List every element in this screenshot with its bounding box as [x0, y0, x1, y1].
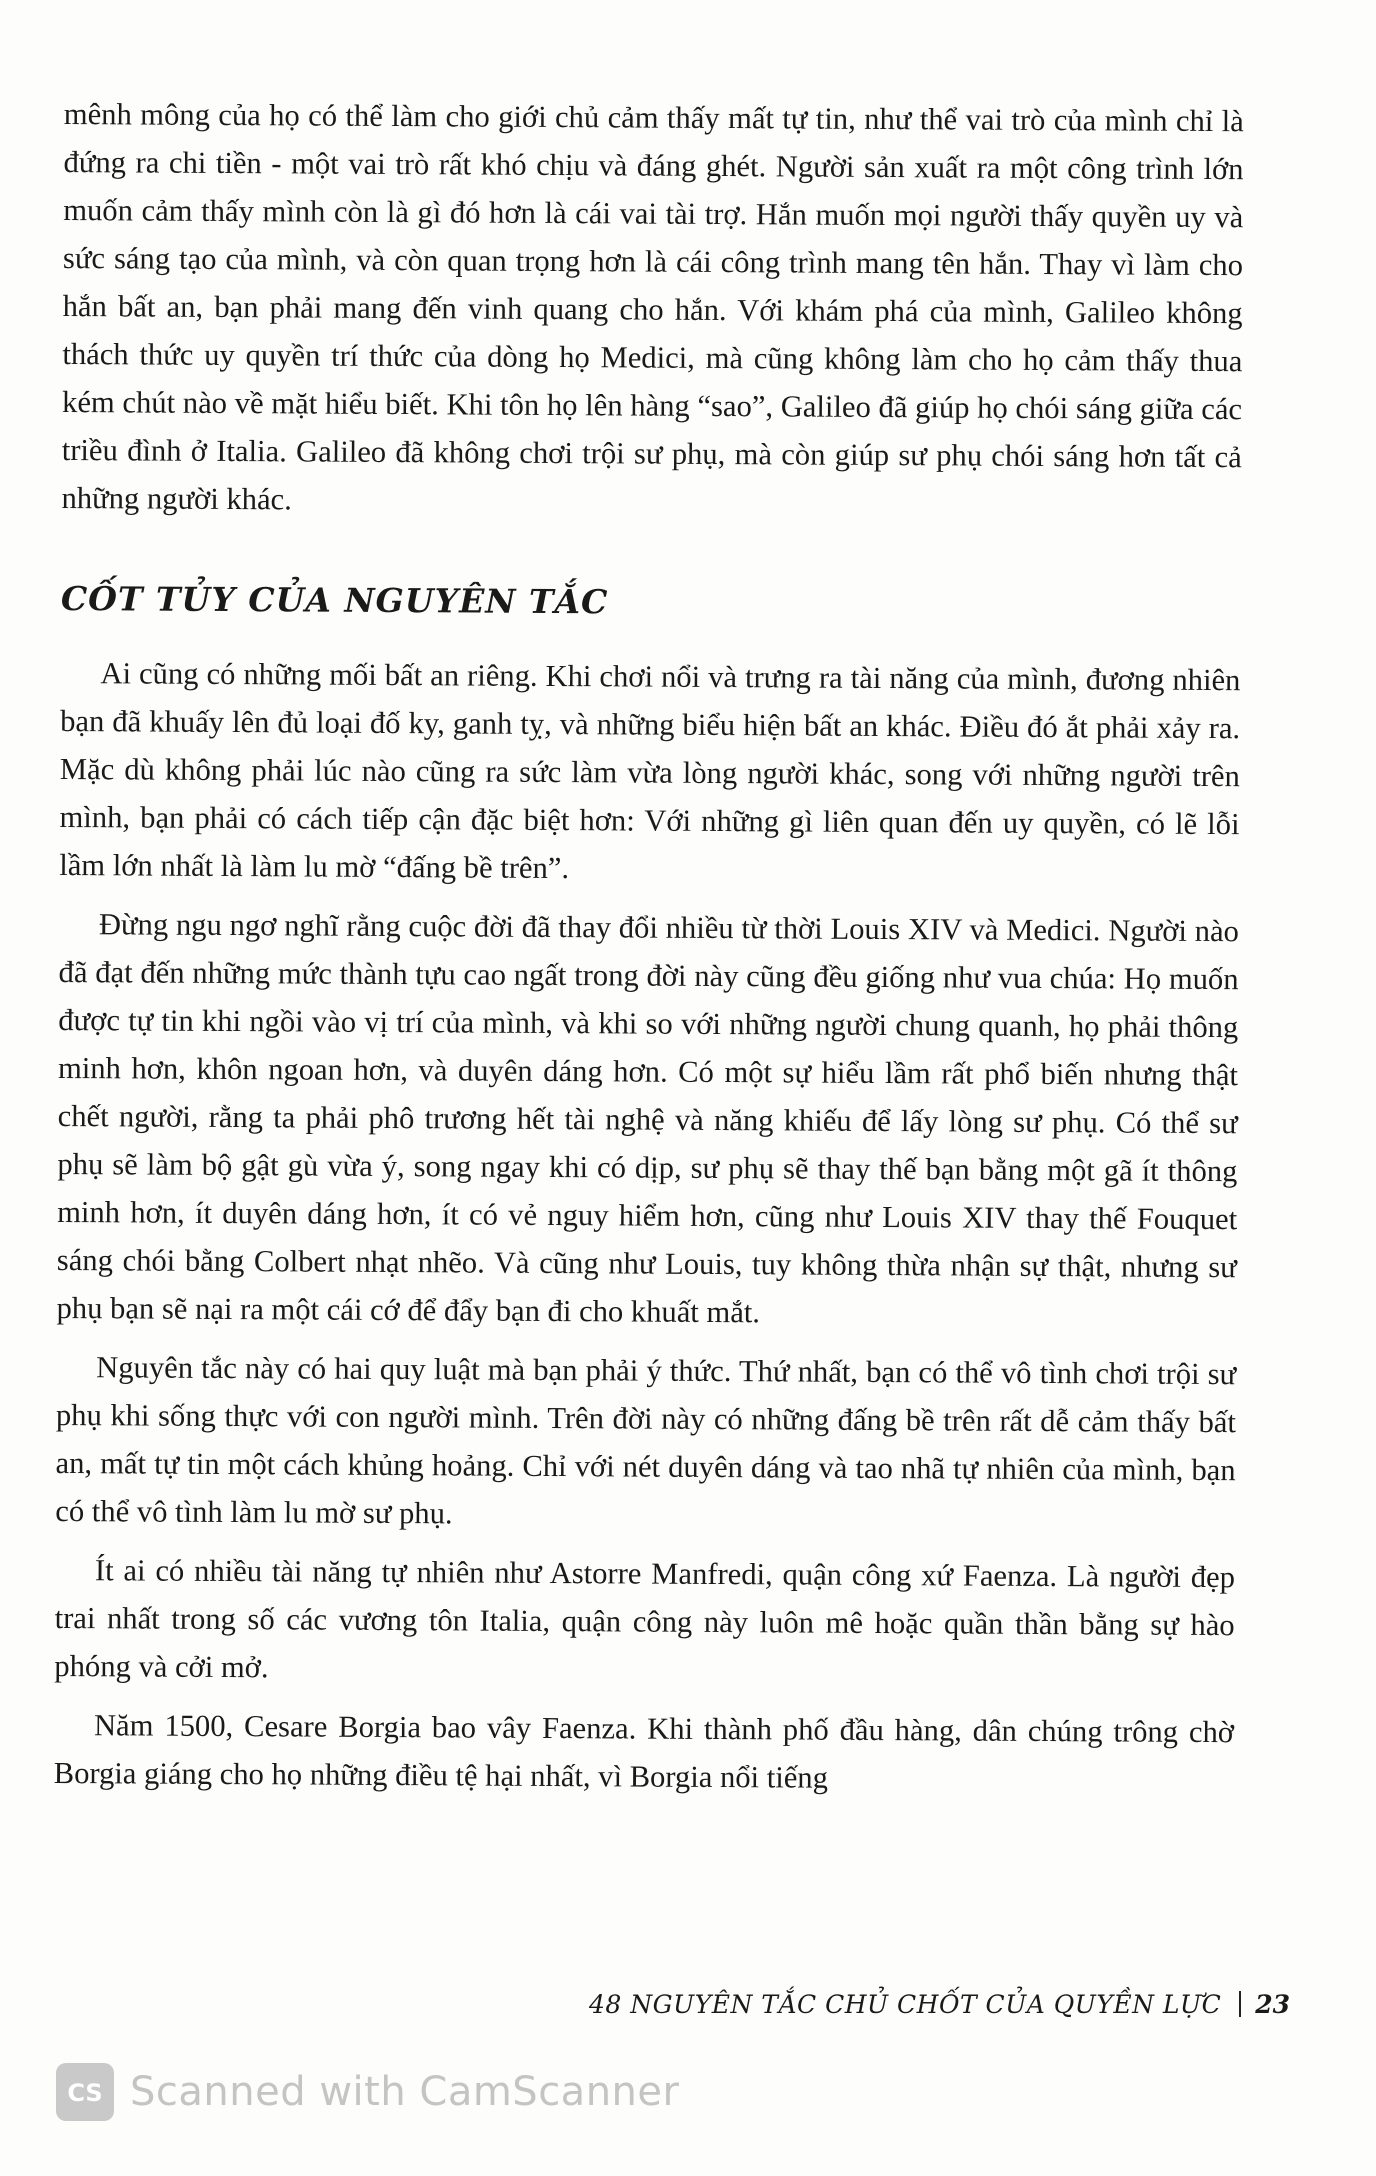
section-heading: CỐT TỦY CỦA NGUYÊN TẮC: [60, 578, 609, 622]
paragraph: Nguyên tắc này có hai quy luật mà bạn phải ý thức. Thứ nhất, bạn có thể vô tình chơi trội sư phụ khi sống thực với con người mình. Trên đời này có những đấng bề trên rất dễ cảm thấy bất an, mất tự tin một cách khủng hoảng. Chỉ với nét duyên dáng và tao nhã tự nhiên của mình, bạn có thể vô tình làm lu mờ sư phụ.: [55, 1350, 1237, 1531]
paragraph: Đừng ngu ngơ nghĩ rằng cuộc đời đã thay đổi nhiều từ thời Louis XIV và Medici. Người nào đã đạt đến những mức thành tựu cao ngất trong đời này cũng đều giống như vua chúa: Họ muốn được tự tin khi ngồi vào vị trí của mình, và khi so với những người chung quanh, họ phải thông minh hơn, khôn ngoan hơn, và duyên dáng hơn. Có một sự hiểu lầm rất phổ biến nhưng thật chết người, rằng ta phải phô trương hết tài nghệ và năng khiếu để lấy lòng sư phụ. Có thể sư phụ sẽ làm bộ gật gù vừa ý, song ngay khi có dịp, sư phụ sẽ thay thế bạn bằng một gã ít thông minh hơn, ít duyên dáng hơn, ít có vẻ nguy hiểm hơn, cũng như Louis XIV thay thế Fouquet sáng chói bằng Colbert nhạt nhẽo. Và cũng như Louis, tuy không thừa nhận sự thật, nhưng sư phụ bạn sẽ nại ra một cái cớ để đẩy bạn đi cho khuất mắt.: [56, 907, 1239, 1330]
running-title: 48 NGUYÊN TẮC CHỦ CHỐT CỦA QUYỀN LỰC: [589, 1990, 1222, 2019]
footer-divider: [1239, 1991, 1241, 2017]
paragraph: Năm 1500, Cesare Borgia bao vây Faenza. Khi thành phố đầu hàng, dân chúng trông chờ Borgia giáng cho họ những điều tệ hại nhất, vì Borgia nổi tiếng: [53, 1708, 1235, 1795]
camscanner-logo-icon: [56, 2063, 114, 2121]
paragraph: Ít ai có nhiều tài năng tự nhiên như Astorre Manfredi, quận công xứ Faenza. Là người đẹp trai nhất trong số các vương tôn Italia, quận công này luôn mê hoặc quần thần bằng sự hào phóng và cởi mở.: [54, 1553, 1236, 1685]
page-footer: [560, 1985, 1290, 2025]
paragraph-continuation: mênh mông của họ có thể làm cho giới chủ cảm thấy mất tự tin, như thể vai trò của mình chỉ là đứng ra chi tiền - một vai trò rất khó chịu và đáng ghét. Người sản xuất ra một công trình lớn muốn cảm thấy mình còn là gì đó hơn là cái vai tài trợ. Hắn muốn mọi người thấy quyền uy và sức sáng tạo của mình, và còn quan trọng hơn là cái công trình mang tên hắn. Thay vì làm cho hắn bất an, bạn phải mang đến vinh quang cho hắn. Với khám phá của mình, Galileo không thách thức uy quyền trí thức của dòng họ Medici, mà cũng không làm cho họ cảm thấy thua kém chút nào về mặt hiểu biết. Khi tôn họ lên hàng “sao”, Galileo đã giúp họ chói sáng giữa các triều đình ở Italia. Galileo đã không chơi trội sư phụ, mà còn giúp sư phụ chói sáng hơn tất cả những người khác.: [61, 96, 1244, 517]
page-body: [54, 90, 1244, 1815]
watermark-text: Scanned with CamScanner: [130, 2069, 680, 2115]
paragraph: Ai cũng có những mối bất an riêng. Khi chơi nổi và trưng ra tài năng của mình, đương nhiên bạn đã khuấy lên đủ loại đố ky, ganh tỵ, và những biểu hiện bất an khác. Điều đó ắt phải xảy ra. Mặc dù không phải lúc nào cũng ra sức làm vừa lòng người khác, song với những người trên mình, bạn phải có cách tiếp cận đặc biệt hơn: Với những gì liên quan đến uy quyền, có lẽ lỗi lầm lớn nhất là làm lu mờ “đấng bề trên”.: [59, 656, 1241, 886]
camscanner-watermark: [56, 2060, 679, 2124]
svg-text:CS: CS: [67, 2079, 103, 2107]
page-number: 23: [1255, 1990, 1290, 2019]
camscanner-logo-glyph: [63, 2077, 107, 2107]
